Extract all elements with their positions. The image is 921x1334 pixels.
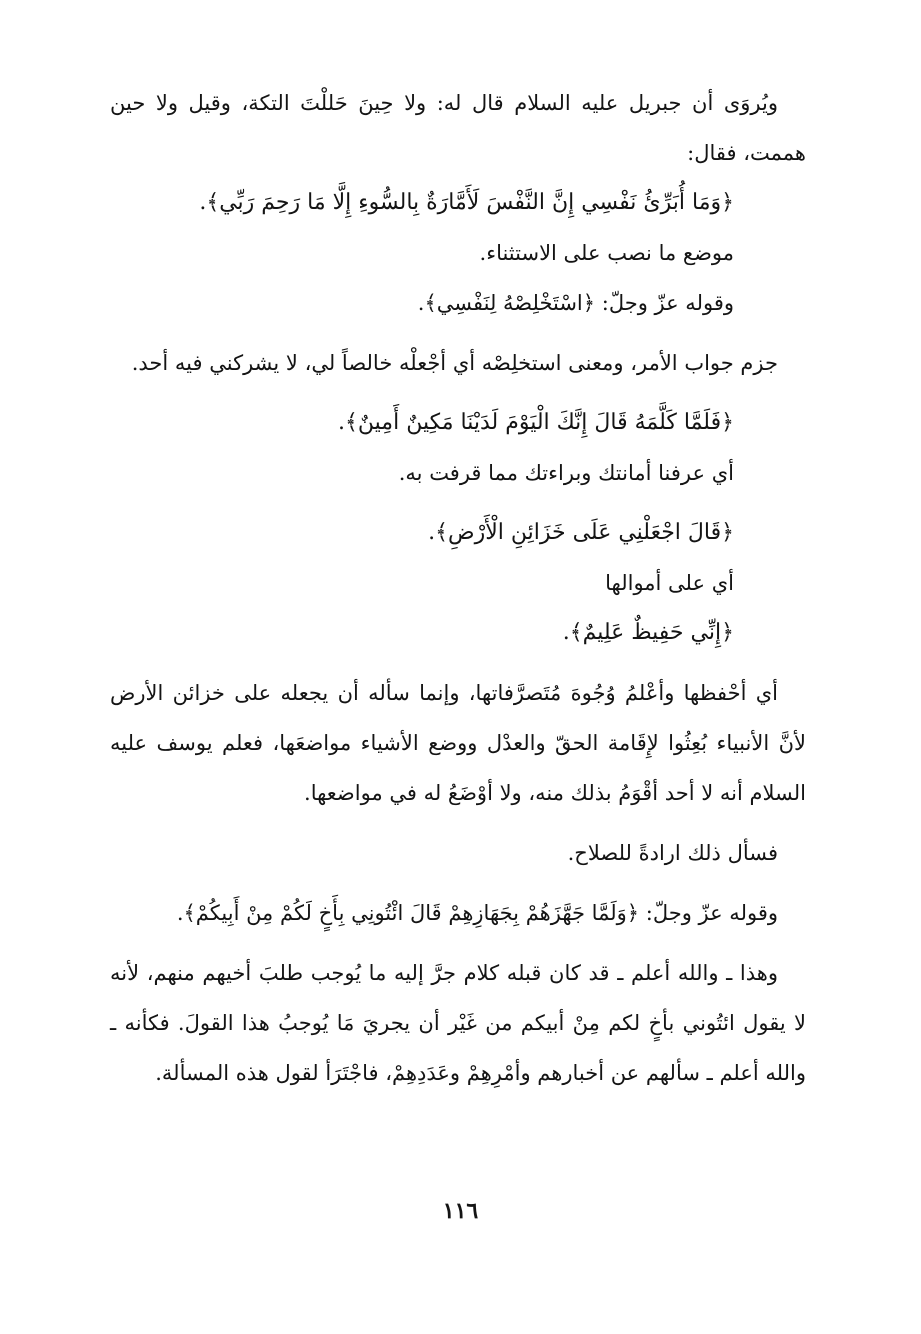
paragraph-jibril: ويُروَى أن جبريل عليه السلام قال له: ولا حِينَ حَللْتَ التكة، وقيل ولا حين هممت، فقال: (110, 91, 806, 165)
page-number: ١١٦ (442, 1198, 479, 1224)
body-text (110, 78, 806, 1098)
verse-hafizun-alim: ﴿إِنِّي حَفِيظٌ عَلِيمٌ﴾. (562, 620, 734, 645)
paragraph-jazm: جزم جواب الأمر، ومعنى استخلِصْه أي أجْعلْه خالصاً لي، لا يشركني فيه أحد. (131, 351, 778, 375)
paragraph-ahfazuha: أي أحْفظها وأعْلمُ وُجُوهَ مُتَصرَّفاتها، وإنما سأله أن يجعله على خزائن الأرض لأنَّ الأنبياء بُعِثُوا لإِقَامة الحقّ والعدْل ووضع الأشياء مواضعَها، فعلم يوسف عليه السلام أنه لا أحد أقْوَمُ بذلك منه، ولا أوْضَعُ له في مواضعها. (110, 681, 806, 805)
note-arafna: أي عرفنا أمانتك وبراءتك مما قرفت به. (398, 461, 734, 485)
paragraph-salah: فسأل ذلك ارادةً للصلاح. (567, 841, 778, 865)
paragraph-wahadha: وهذا ـ والله أعلم ـ قد كان قبله كلام جرَّ إليه ما يُوجب طلبَ أخيهم منهم، لأنه لا يقول ائتُوني بأخٍ لكم مِنْ أبيكم من غَيْر أن يجريَ مَا يُوجبُ هذا القولَ. فكأنه ـ والله أعلم ـ سألهم عن أخبارهم وأمْرِهِمْ وعَدَدِهِمْ، فاجْتَرَأ لقول هذه المسألة. (110, 961, 806, 1085)
note-istithna: موضع ما نصب على الاستثناء. (479, 241, 734, 265)
verse-ijalni: ﴿قَالَ اجْعَلْنِي عَلَى خَزَائِنِ الْأَرْضِ﴾. (428, 520, 734, 545)
note-amwaliha: أي على أموالها (605, 571, 734, 595)
verse-istakhlishu: وقوله عزّ وجلّ: ﴿اسْتَخْلِصْهُ لِنَفْسِي﴾. (417, 291, 734, 315)
verse-wama-ubarri: ﴿وَمَا أُبَرِّئُ نَفْسِي إِنَّ النَّفْسَ لَأَمَّارَةٌ بِالسُّوءِ إِلَّا مَا رَحِمَ رَبِّي﴾. (199, 190, 734, 215)
verse-falamma-kallamahu: ﴿فَلَمَّا كَلَّمَهُ قَالَ إِنَّكَ الْيَوْمَ لَدَيْنَا مَكِينٌ أَمِينٌ﴾. (338, 410, 734, 435)
verse-jahhazahum: وقوله عزّ وجلّ: ﴿وَلَمَّا جَهَّزَهُمْ بِجَهَازِهِمْ قَالَ ائْتُونِي بِأَخٍ لَكُمْ مِنْ أَبِيكُمْ﴾. (176, 901, 778, 925)
